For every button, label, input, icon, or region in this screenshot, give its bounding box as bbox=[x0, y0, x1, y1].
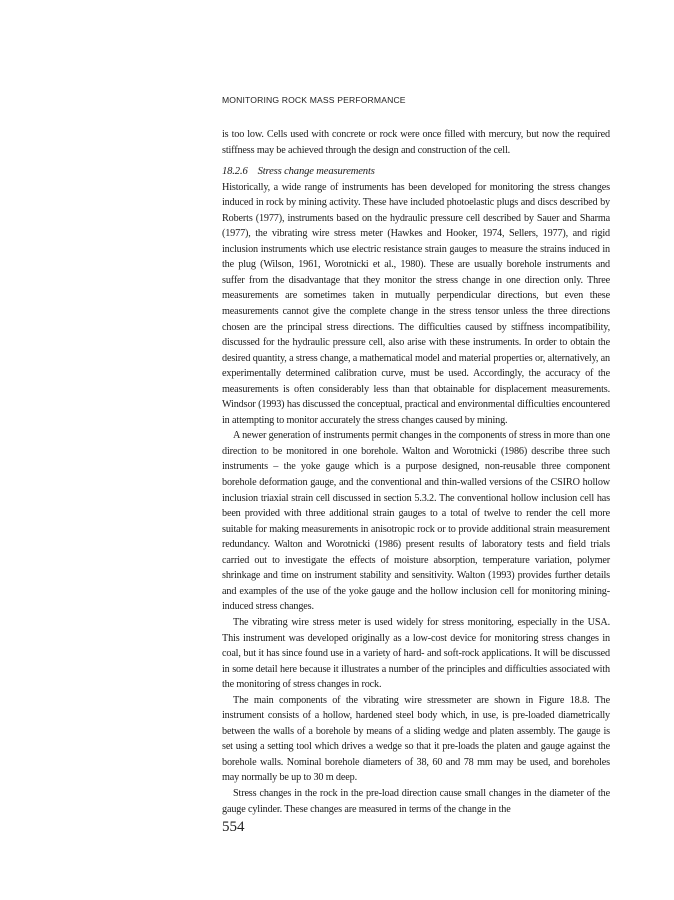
paragraph: A newer generation of instruments permit changes in the components of stress in more than one direction to be monitored in one borehole. Walton and Worotnicki (1986) describe three such instruments – the yoke gauge which is a purpose designed, non-reusable three component borehole deformation gauge, and the conventional and thin-walled versions of the CSIRO hollow inclusion triaxial strain cell discussed in section 5.3.2. The conventional hollow inclusion cell has been provided with three additional strain gauges to a total of twelve to render the cell more suitable for making measurements in anisotropic rock or to provide additional strain measurement redundancy. Walton and Worotnicki (1986) present results of laboratory tests and field trials carried out to investigate the effects of moisture absorption, temperature variation, polymer shrinkage and time on instrument stability and sensitivity. Walton (1993) provides further details and examples of the use of the yoke gauge and the hollow inclusion cell for monitoring mining-induced stress changes. bbox=[222, 430, 610, 613]
page-number: 554 bbox=[222, 819, 245, 835]
section-number: 18.2.6 bbox=[222, 166, 248, 178]
running-head: MONITORING ROCK MASS PERFORMANCE bbox=[222, 95, 406, 105]
paragraph: Stress changes in the rock in the pre-load direction cause small changes in the diameter of the gauge cylinder. These changes are measured in terms of the change in the bbox=[222, 787, 610, 815]
section-title: Stress change measurements bbox=[257, 166, 375, 178]
body-text bbox=[222, 127, 610, 817]
paragraph: Historically, a wide range of instruments has been developed for monitoring the stress changes induced in rock by mining activity. These have included photoelastic plugs and discs described by Roberts (1977), instruments based on the hydraulic pressure cell described by Sauer and Sharma (1977), the vibrating wire stress meter (Hawkes and Hooker, 1974, Sellers, 1977), and rigid inclusion instruments which use electric resistance strain gauges to measure the strains induced in the plug (Wilson, 1961, Worotnicki et al., 1980). These are usually borehole instruments and suffer from the disadvantage that they monitor the stress change in one direction only. Three measurements are sometimes taken in mutually perpendicular directions, but even these measurements cannot give the complete change in the stress tensor unless the three directions chosen are the principal stress directions. The difficulties caused by stiffness incompatibility, discussed for the hydraulic pressure cell, also arise with these instruments. In order to obtain the desired quantity, a stress change, a mathematical model and material properties or, alternatively, an experimentally determined calibration curve, must be used. Accordingly, the accuracy of the measurements is often considerably less than that obtainable for displacement measurements. Windsor (1993) has discussed the conceptual, practical and environmental difficulties encountered in attempting to monitor accurately the stress changes caused by mining. bbox=[222, 181, 610, 426]
paragraph-continued: is too low. Cells used with concrete or rock were once filled with mercury, but now the required stiffness may be achieved through the design and construction of the cell. bbox=[222, 129, 610, 156]
paragraph: The main components of the vibrating wire stressmeter are shown in Figure 18.8. The instrument consists of a hollow, hardened steel body which, in use, is pre-loaded diametrically between the walls of a borehole by means of a sliding wedge and platen assembly. The gauge is set using a setting tool which drives a wedge so that it pre-loads the platen and gauge against the borehole walls. Nominal borehole diameters of 38, 60 and 78 mm may be used, and boreholes may normally be up to 30 m deep. bbox=[222, 694, 610, 784]
paragraph: The vibrating wire stress meter is used widely for stress monitoring, especially in the USA. This instrument was developed originally as a low-cost device for monitoring stress changes in coal, but it has since found use in a variety of hard- and soft-rock applications. It will be discussed in some detail here because it illustrates a number of the principles and difficulties associated with the monitoring of stress changes in rock. bbox=[222, 616, 610, 691]
section-heading bbox=[222, 164, 610, 180]
